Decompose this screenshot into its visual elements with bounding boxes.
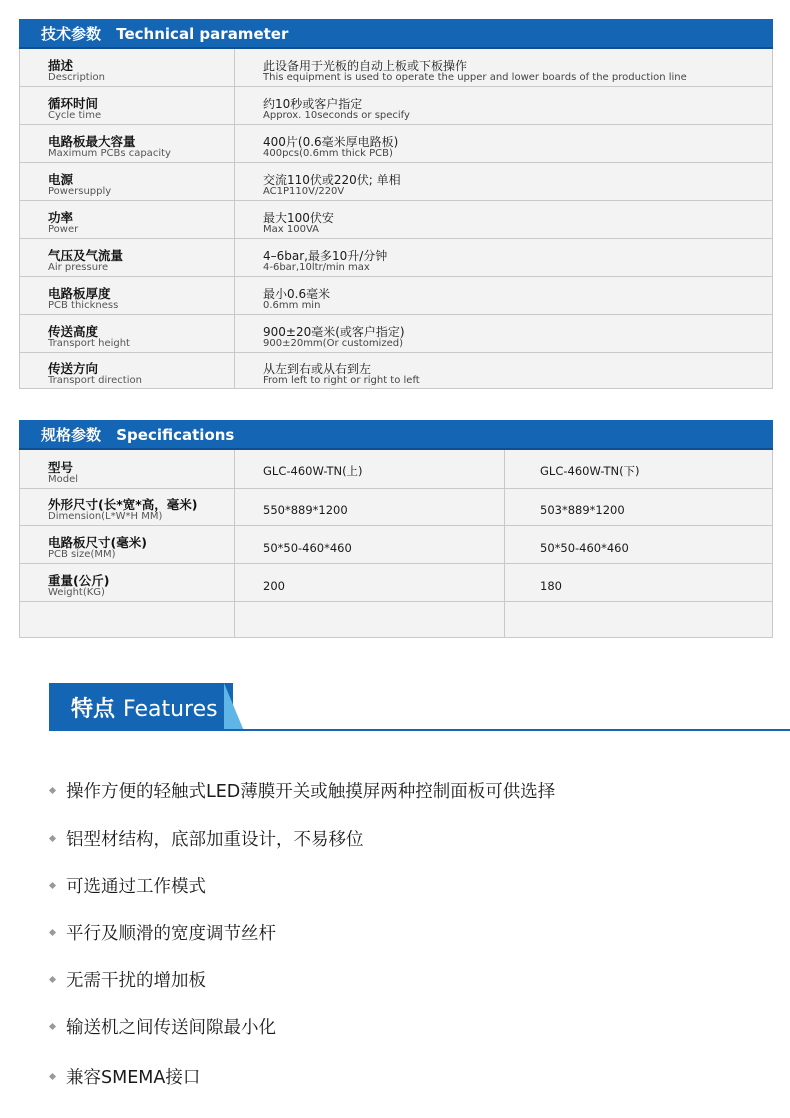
bullet-icon — [49, 1022, 56, 1029]
row-label-en: Powersupply — [48, 186, 112, 197]
dimension-upper: 550*889*1200 — [263, 503, 348, 517]
feature-item: 无需干扰的增加板 — [50, 967, 206, 992]
row-value-en: From left to right or right to left — [263, 375, 420, 386]
table-row — [19, 353, 773, 389]
feature-item: 平行及顺滑的宽度调节丝杆 — [50, 920, 276, 945]
specs-title-en: Specifications — [116, 426, 235, 444]
features-title — [71, 692, 218, 723]
row-label: 电路板厚度 — [48, 286, 111, 301]
row-label-en: Air pressure — [48, 262, 109, 273]
row-value-en: 4-6bar,10ltr/min max — [263, 262, 370, 273]
row-label-en: Dimension(L*W*H MM) — [48, 511, 163, 522]
row-label: 型号 — [48, 460, 74, 475]
feature-item: 铝型材结构，底部加重设计，不易移位 — [50, 826, 364, 851]
table-row — [19, 564, 773, 602]
table-row — [19, 277, 773, 315]
row-label: 电路板尺寸(毫米) — [48, 535, 147, 550]
table-row — [19, 49, 773, 87]
tech-title-en: Technical parameter — [116, 25, 289, 43]
row-value: 900±20毫米(或客户指定) — [263, 325, 405, 339]
row-value-en: Approx. 10seconds or specify — [263, 110, 410, 121]
features-title-en: Features — [123, 697, 218, 722]
table-row — [19, 239, 773, 277]
weight-upper: 200 — [263, 579, 285, 593]
row-value-en: This equipment is used to operate the upper and lower boards of the production line — [263, 72, 687, 83]
features-divider — [49, 729, 790, 731]
bullet-icon — [49, 834, 56, 841]
row-label-en: Transport direction — [48, 375, 142, 386]
row-value: 此设备用于光板的自动上板或下板操作 — [263, 59, 468, 73]
bullet-icon — [49, 975, 56, 982]
tech-header — [19, 19, 773, 49]
table-row — [19, 163, 773, 201]
pcb-size-lower: 50*50-460*460 — [540, 541, 629, 555]
row-label-en: PCB thickness — [48, 300, 119, 311]
row-value-en: Max 100VA — [263, 224, 319, 235]
row-label: 电源 — [48, 172, 74, 187]
row-value: 4–6bar,最多10升/分钟 — [263, 249, 388, 263]
specs-table — [19, 450, 773, 638]
row-label: 描述 — [48, 58, 74, 73]
specs-header — [19, 420, 773, 450]
row-label-en: Weight(KG) — [48, 587, 105, 598]
table-row — [19, 450, 773, 489]
tech-title-zh: 技术参数 — [41, 25, 102, 43]
row-label: 重量(公斤) — [48, 573, 110, 588]
bullet-icon — [49, 1072, 56, 1079]
bullet-icon — [49, 786, 56, 793]
row-value-en: 400pcs(0.6mm thick PCB) — [263, 148, 393, 159]
table-row — [19, 526, 773, 564]
features-title-zh: 特点 — [71, 697, 116, 722]
row-value: 400片(0.6毫米厚电路板) — [263, 135, 399, 149]
row-label: 传送方向 — [48, 361, 99, 376]
tech-table — [19, 49, 773, 389]
bullet-icon — [49, 881, 56, 888]
row-value: 最小0.6毫米 — [263, 287, 331, 301]
row-label: 电路板最大容量 — [48, 134, 136, 149]
row-label: 循环时间 — [48, 96, 99, 111]
row-value-en: AC1P110V/220V — [263, 186, 345, 197]
table-row — [19, 489, 773, 526]
row-value-en: 900±20mm(Or customized) — [263, 338, 403, 349]
row-value: 最大100伏安 — [263, 211, 334, 225]
row-label-en: Model — [48, 474, 79, 485]
row-label: 功率 — [48, 210, 74, 225]
row-value-en: 0.6mm min — [263, 300, 321, 311]
row-label-en: Cycle time — [48, 110, 102, 121]
table-row — [19, 125, 773, 163]
row-label-en: Description — [48, 72, 105, 83]
specs-title-zh: 规格参数 — [41, 426, 102, 444]
bullet-icon — [49, 928, 56, 935]
table-row — [19, 201, 773, 239]
feature-item: 可选通过工作模式 — [50, 873, 206, 898]
feature-item: 兼容SMEMA接口 — [50, 1064, 200, 1089]
row-label: 传送高度 — [48, 324, 99, 339]
row-label: 气压及气流量 — [48, 248, 124, 263]
row-label-en: Maximum PCBs capacity — [48, 148, 171, 159]
model-lower: GLC-460W-TN(下) — [540, 464, 640, 478]
feature-item: 操作方便的轻触式LED薄膜开关或触摸屏两种控制面板可供选择 — [50, 778, 555, 803]
features-tab-accent — [224, 683, 244, 731]
row-label-en: Power — [48, 224, 79, 235]
row-label-en: PCB size(MM) — [48, 549, 116, 560]
feature-item: 输送机之间传送间隙最小化 — [50, 1014, 276, 1039]
row-label-en: Transport height — [48, 338, 130, 349]
row-value: 从左到右或从右到左 — [263, 362, 372, 376]
features-tab — [49, 683, 233, 731]
table-row — [19, 315, 773, 353]
table-row — [19, 602, 773, 638]
row-label: 外形尺寸(长*宽*高，毫米) — [48, 497, 198, 512]
dimension-lower: 503*889*1200 — [540, 503, 625, 517]
row-value: 交流110伏或220伏; 单相 — [263, 173, 401, 187]
table-row — [19, 87, 773, 125]
model-upper: GLC-460W-TN(上) — [263, 464, 363, 478]
row-value: 约10秒或客户指定 — [263, 97, 363, 111]
weight-lower: 180 — [540, 579, 562, 593]
pcb-size-upper: 50*50-460*460 — [263, 541, 352, 555]
